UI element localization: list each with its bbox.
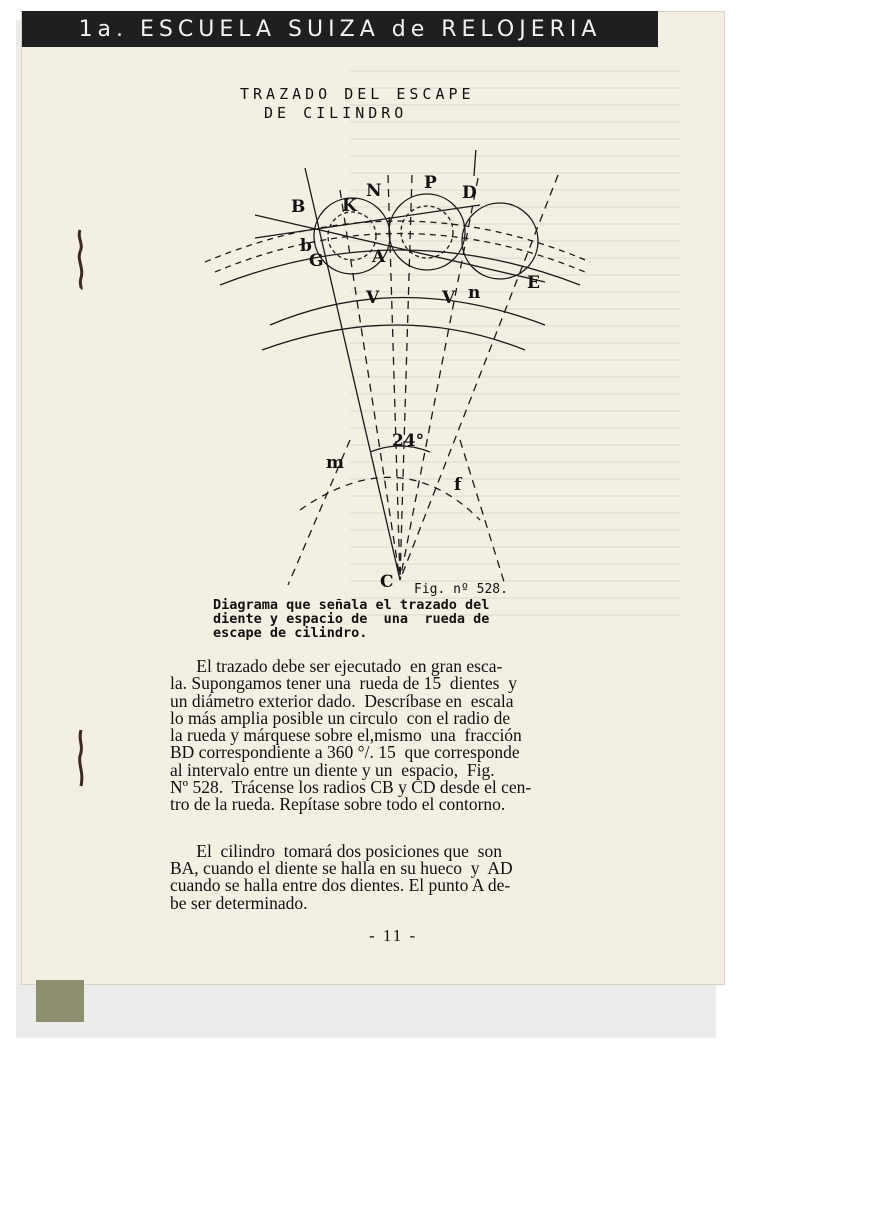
figure-caption <box>213 598 513 640</box>
label-k: K <box>342 196 357 216</box>
header-bar <box>22 11 658 47</box>
paragraph-1-line: tro de la rueda. Repítase sobre todo el contorno. <box>170 794 506 815</box>
label-m: m <box>326 453 344 473</box>
label-p: P <box>424 173 437 193</box>
heading-line-1: TRAZADO DEL ESCAPE <box>240 85 475 103</box>
section-heading <box>240 85 475 123</box>
paragraph-2-line: El cilindro tomará dos posiciones que son <box>170 840 502 861</box>
label-c: C <box>380 572 394 592</box>
paragraph-2-line: be ser determinado. <box>170 892 308 913</box>
label-b-upper: B <box>291 197 306 217</box>
paragraph-2-line: cuando se halla entre dos dientes. El punto A de- <box>170 875 511 896</box>
label-d: D <box>462 183 477 203</box>
binding-tab <box>36 980 84 1022</box>
label-angle: 24° <box>392 431 425 451</box>
label-n-lower: n <box>468 283 481 303</box>
label-e: E <box>527 273 540 293</box>
label-g: G <box>309 251 324 271</box>
paragraph-1-line: Nº 528. Trácense los radios CB y CD desde el cen- <box>170 777 532 798</box>
caption-line: diente y espacio de una rueda de <box>213 611 490 627</box>
page-number: - 11 - <box>369 926 418 945</box>
escapement-diagram <box>190 150 610 600</box>
figure-number: Fig. nº 528. <box>414 582 508 597</box>
paragraph-1-line: un diámetro exterior dado. Descríbase en escala <box>170 690 514 711</box>
label-v-1: V <box>366 288 380 308</box>
caption-line: escape de cilindro. <box>213 625 368 641</box>
paragraph-1-line: la. Supongamos tener una rueda de 15 dientes y <box>170 673 517 694</box>
label-a: A <box>372 247 386 267</box>
staple-mark-top <box>74 228 88 290</box>
label-f: f <box>454 475 462 495</box>
paragraph-1-line: al intervalo entre un diente y un espacio, Fig. <box>170 759 495 780</box>
staple-mark-bottom <box>74 728 88 788</box>
label-b-lower: b <box>300 236 312 256</box>
label-v-2: V <box>442 288 456 308</box>
caption-line: Diagrama que señala el trazado del <box>213 597 490 613</box>
header-title: 1a. ESCUELA SUIZA de RELOJERIA <box>78 16 602 42</box>
paragraph-gap <box>170 814 600 843</box>
heading-line-2: DE CILINDRO <box>264 104 408 122</box>
paragraph-1-line: la rueda y márquese sobre el,mismo una fracción <box>170 725 522 746</box>
paragraph-1-line: El trazado debe ser ejecutado en gran esca- <box>170 656 503 676</box>
label-n: N <box>366 181 382 201</box>
paragraph-2-line: BA, cuando el diente se halla en su hueco y AD <box>170 857 513 878</box>
body-text <box>170 658 600 912</box>
paragraph-1-line: lo más amplia posible un circulo con el radio de <box>170 707 511 728</box>
paragraph-1-line: BD correspondiente a 360 °/. 15 que corresponde <box>170 742 520 763</box>
